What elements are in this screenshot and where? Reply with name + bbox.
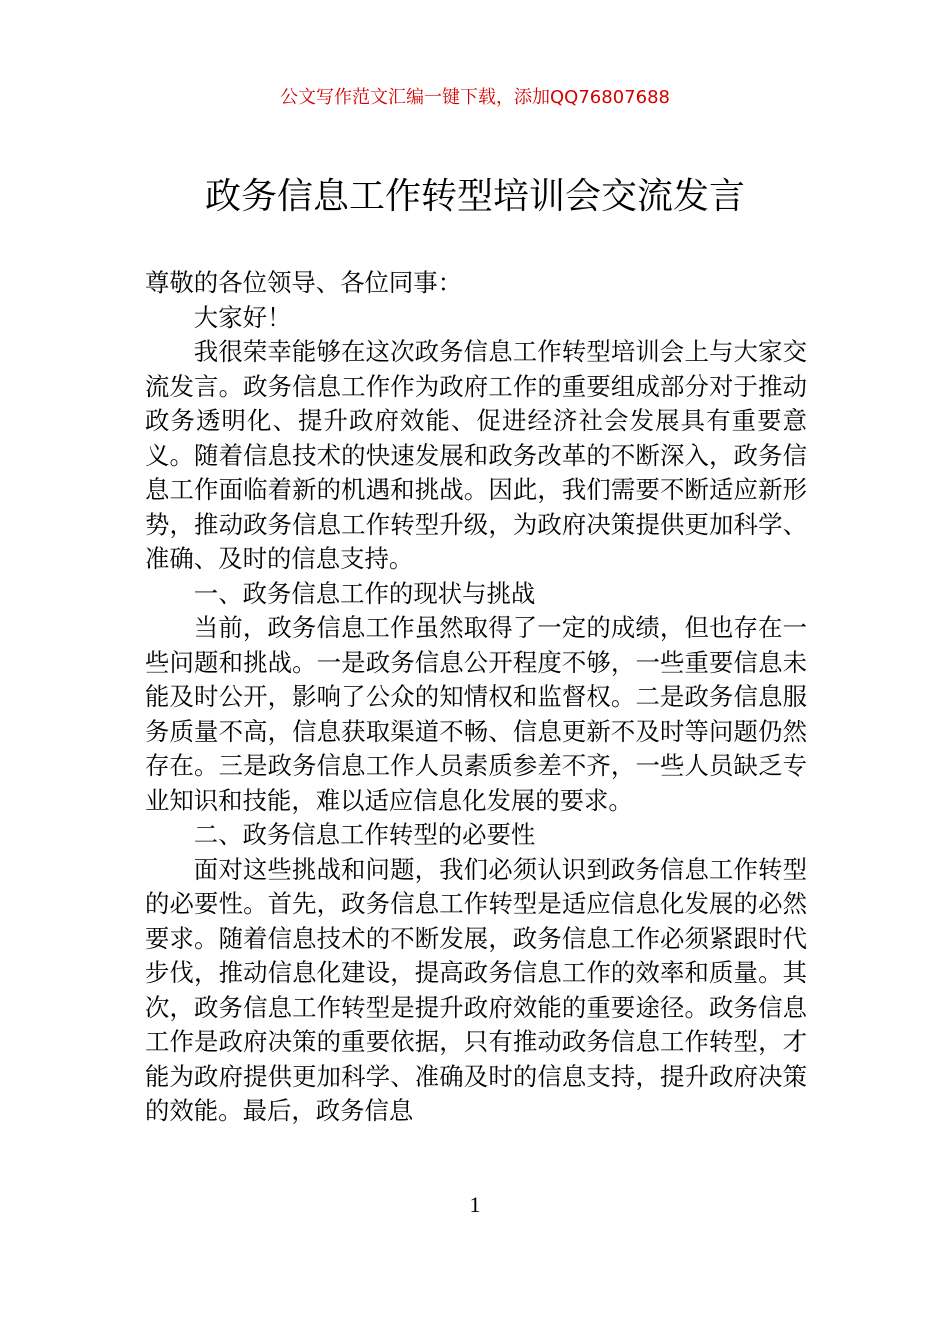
document-title: 政务信息工作转型培训会交流发言 — [204, 176, 745, 217]
salutation: 尊敬的各位领导、各位同事： — [145, 268, 463, 297]
document-body — [145, 266, 807, 1129]
section-heading-2: 二、政务信息工作转型的必要性 — [193, 820, 536, 849]
download-promo-note: 公文写作范文汇编一键下载，添加QQ76807688 — [280, 87, 670, 108]
paragraph-intro: 我很荣幸能够在这次政务信息工作转型培训会上与大家交流发言。政务信息工作作为政府工作的重要组成部分对于推动政务透明化、提升政府效能、促进经济社会发展具有重要意义。随着信息技术的快速发展和政务改革的不断深入，政务信息工作面临着新的机遇和挑战。因此，我们需要不断适应新形势，推动政务信息工作转型升级，为政府决策提供更加科学、准确、及时的信息支持。 — [145, 337, 807, 573]
greeting: 大家好！ — [193, 302, 292, 332]
paragraph-necessity: 面对这些挑战和问题，我们必须认识到政务信息工作转型的必要性。首先，政务信息工作转型是适应信息化发展的必然要求。随着信息技术的不断发展，政务信息工作必须紧跟时代步伐，推动信息化建设，提高政务信息工作的效率和质量。其次，政务信息工作转型是提升政府效能的重要途径。政务信息工作是政府决策的重要依据，只有推动政务信息工作转型，才能为政府提供更加科学、准确及时的信息支持，提升政府决策的效能。最后，政务信息 — [145, 854, 807, 1125]
page-number: 1 — [469, 1192, 481, 1217]
section-heading-1: 一、政务信息工作的现状与挑战 — [193, 578, 536, 608]
paragraph-current-status: 当前，政务信息工作虽然取得了一定的成绩，但也存在一些问题和挑战。一是政务信息公开程度不够，一些重要信息未能及时公开，影响了公众的知情权和监督权。二是政务信息服务质量不高，信息获取渠道不畅、信息更新不及时等问题仍然存在。三是政务信息工作人员素质参差不齐，一些人员缺乏专业知识和技能，难以适应信息化发展的要求。 — [145, 613, 807, 815]
